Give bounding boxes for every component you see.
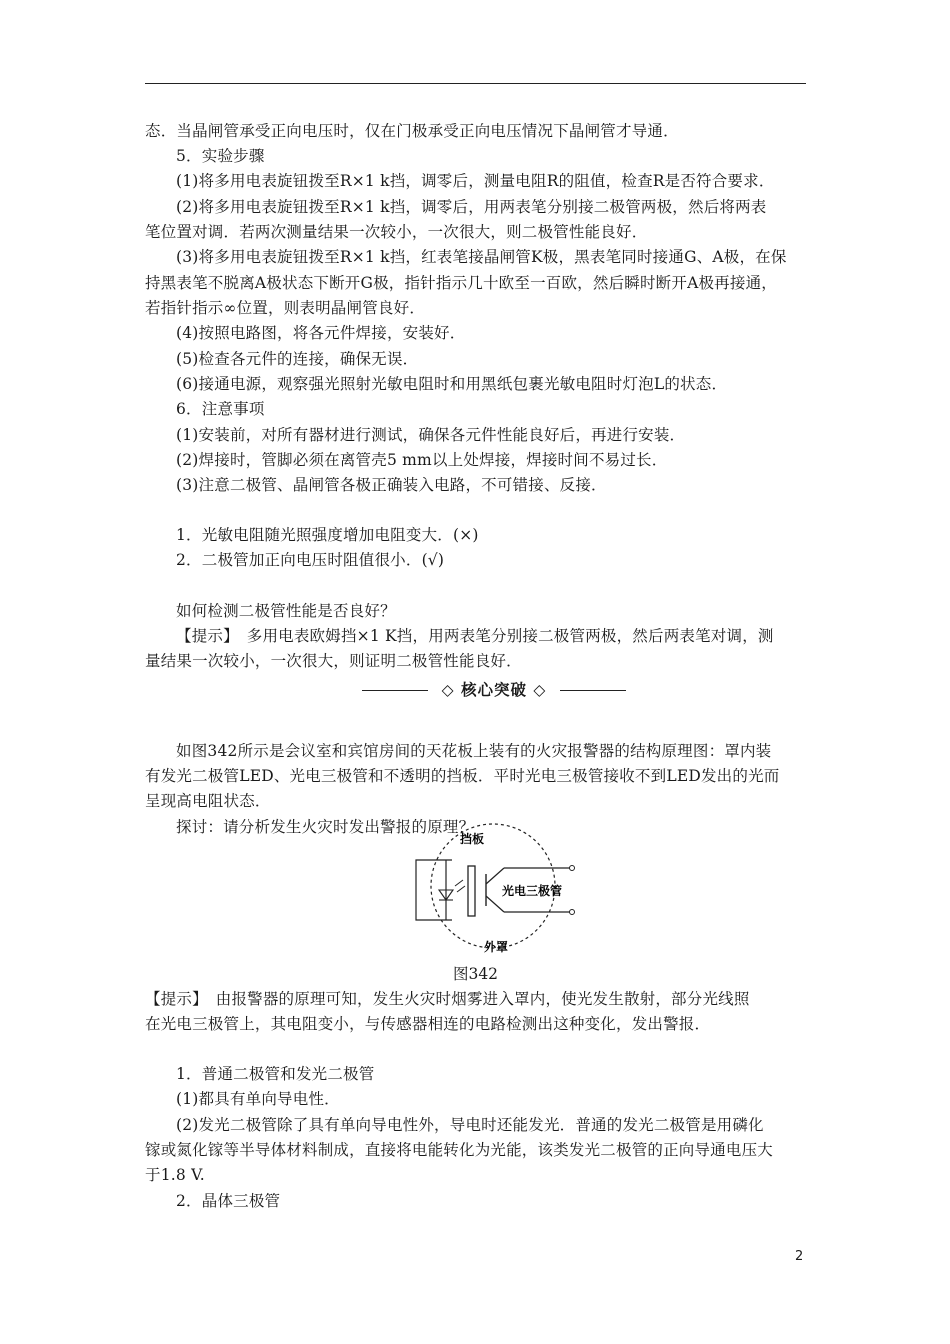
question-line: 如何检测二极管性能是否良好？ — [176, 602, 396, 620]
header-rule — [145, 83, 806, 84]
page-number: 2 — [795, 1249, 804, 1264]
paragraph-line: (2)焊接时，管脚必须在离管壳5 mm以上处焊接，焊接时间不易过长． — [176, 451, 668, 469]
fire-alarm-diagram — [408, 816, 578, 954]
paragraph-line: (5)检查各元件的连接，确保无误． — [176, 350, 419, 368]
paragraph-line: 持黑表笔不脱离A极状态下断开G极，指针指示几十欧至一百欧，然后瞬时断开A极再接通， — [145, 274, 777, 292]
paragraph-line: (3)将多用电表旋钮拨至R×1 k挡，红表笔接晶闸管K极，黑表笔同时接通G、A极，在保 — [176, 248, 787, 266]
hint-line: 量结果一次较小，一次很大，则证明二极管性能良好． — [145, 652, 522, 670]
paragraph-line: (1)安装前，对所有器材进行测试，确保各元件性能良好后，再进行安装． — [176, 426, 686, 444]
discussion-line: 探讨：请分析发生火灾时发出警报的原理？ — [176, 818, 475, 836]
paragraph-line: 镓或氮化镓等半导体材料制成，直接将电能转化为光能，该类发光二极管的正向导通电压大 — [145, 1141, 774, 1159]
paragraph-line: (2)发光二极管除了具有单向导电性外，导电时还能发光．普通的发光二极管是用磷化 — [176, 1116, 764, 1134]
heading-experiment-steps: 5．实验步骤 — [176, 147, 265, 165]
paragraph-line: 呈现高电阻状态． — [145, 792, 271, 810]
paragraph-line: (1)将多用电表旋钮拨至R×1 k挡，调零后，测量电阻R的阻值，检查R是否符合要求． — [176, 172, 775, 190]
paragraph-line: (4)按照电路图，将各元件焊接，安装好． — [176, 324, 466, 342]
paragraph-line: 于1.8 V. — [145, 1166, 205, 1184]
hint-line: 【提示】 多用电表欧姆挡×1 K挡，用两表笔分别接二极管两极，然后两表笔对调，测 — [176, 627, 774, 645]
divider-line-left — [362, 690, 428, 691]
paragraph-line: (3)注意二极管、晶闸管各极正确装入电路，不可错接、反接． — [176, 476, 607, 494]
label-outer-cover: 外罩 — [484, 940, 509, 954]
heading-precautions: 6．注意事项 — [176, 400, 265, 418]
paragraph-line: 态．当晶闸管承受正向电压时，仅在门极承受正向电压情况下晶闸管才导通． — [145, 122, 679, 140]
baffle — [468, 866, 475, 916]
paragraph-line: (6)接通电源，观察强光照射光敏电阻时和用黑纸包裹光敏电阻时灯泡L的状态． — [176, 375, 728, 393]
heading-transistor: 2．晶体三极管 — [176, 1192, 281, 1210]
phototransistor-emitter — [486, 896, 504, 912]
section-title: ◇ 核心突破 ◇ — [441, 681, 547, 699]
light-arrow — [455, 880, 463, 886]
figure-caption: 图342 — [452, 965, 499, 983]
label-phototransistor: 光电三极管 — [502, 884, 563, 898]
judge-item: 1．光敏电阻随光照强度增加电阻变大．(×) — [176, 526, 479, 544]
section-divider — [362, 680, 626, 700]
light-arrow — [457, 886, 465, 892]
paragraph-line: 如图342所示是会议室和宾馆房间的天花板上装有的火灾报警器的结构原理图：罩内装 — [176, 742, 772, 760]
paragraph-line: (2)将多用电表旋钮拨至R×1 k挡，调零后，用两表笔分别接二极管两极，然后将两表 — [176, 198, 767, 216]
heading-diodes: 1．普通二极管和发光二极管 — [176, 1065, 375, 1083]
phototransistor-collector — [486, 868, 504, 884]
paragraph-line: 若指针指示∞位置，则表明晶闸管良好． — [145, 299, 426, 317]
label-baffle: 挡板 — [460, 832, 485, 846]
hint-line: 【提示】 由报警器的原理可知，发生火灾时烟雾进入罩内，使光发生散射，部分光线照 — [145, 990, 750, 1008]
paragraph-line: (1)都具有单向导电性． — [176, 1090, 340, 1108]
terminal — [570, 866, 575, 871]
terminal — [570, 910, 575, 915]
paragraph-line: 有发光二极管LED、光电三极管和不透明的挡板．平时光电三极管接收不到LED发出的光而 — [145, 767, 780, 785]
hint-line: 在光电三极管上，其电阻变小，与传感器相连的电路检测出这种变化，发出警报． — [145, 1015, 711, 1033]
paragraph-line: 笔位置对调．若两次测量结果一次较小，一次很大，则二极管性能良好． — [145, 223, 648, 241]
divider-line-right — [560, 690, 626, 691]
judge-item: 2．二极管加正向电压时阻值很小．(√) — [176, 551, 445, 569]
